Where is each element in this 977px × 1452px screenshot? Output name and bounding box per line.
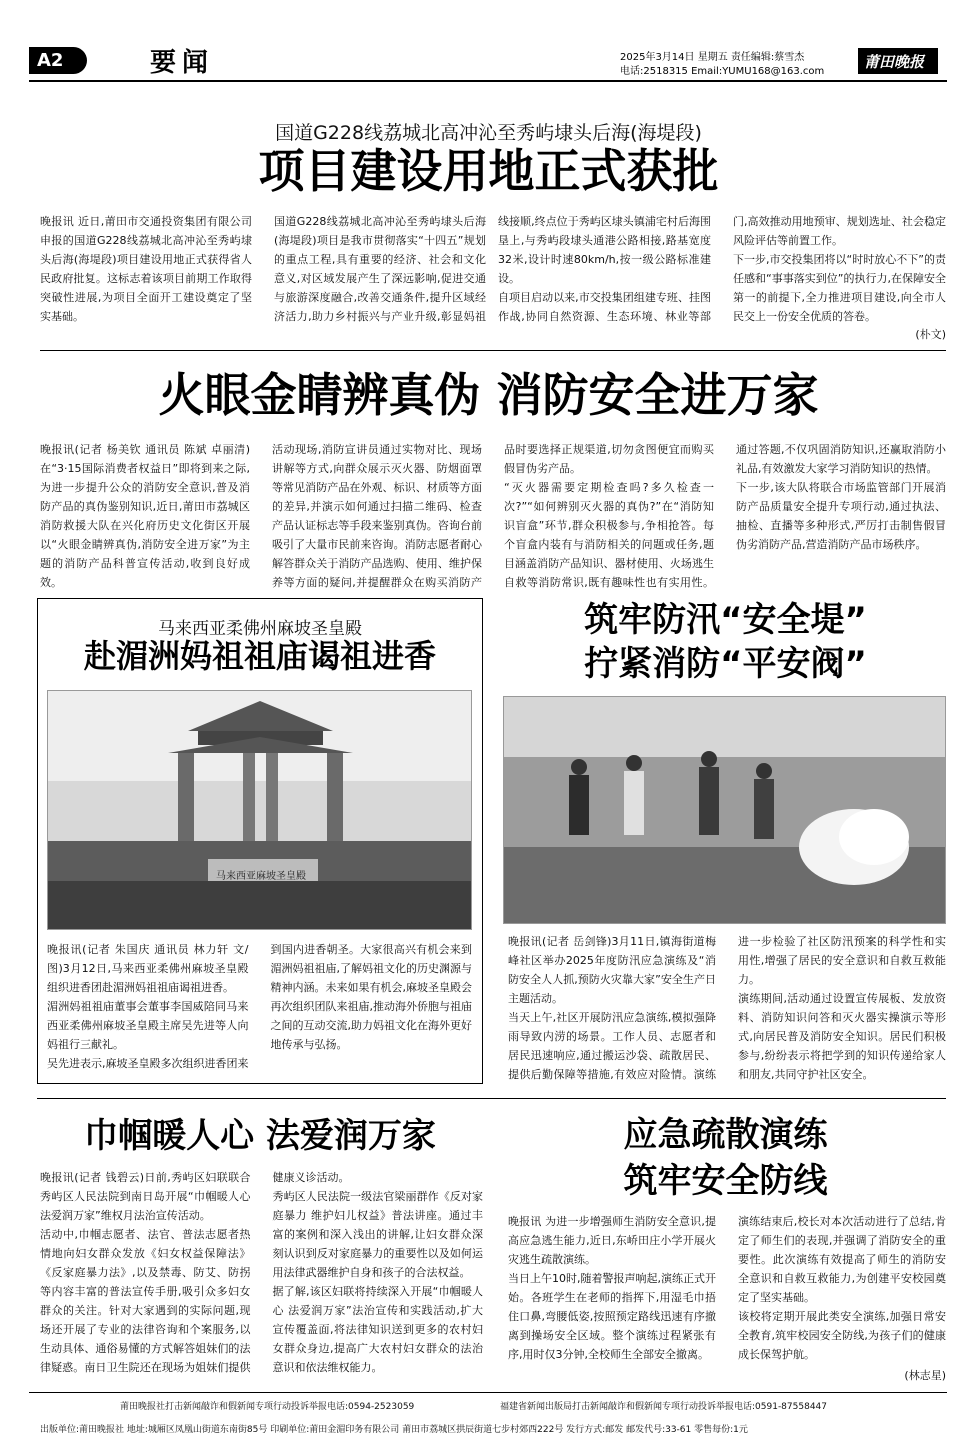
- header-rule: [29, 80, 947, 82]
- story1-headline: 项目建设用地正式获批: [258, 144, 719, 198]
- footer-complaint-right: 福建省新闻出版局打击新闻敲诈和假新闻专项行动投诉举报电话:0591-87558447: [500, 1402, 827, 1412]
- temple-gate-illustration: [48, 691, 472, 930]
- story6-headline-line2: 筑牢安全防线: [623, 1161, 828, 1201]
- story6-headline-line1: 应急疏散演练: [623, 1115, 828, 1155]
- story4-body: 晚报讯(记者 岳剑锋)3月11日,镇海街道梅峰社区举办2025年度防汛应急演练及“消防安全人人抓,预防火灾靠大家”安全生产日主题活动。 当天上午,社区开展防汛应急演练,模拟强降雨导致内涝的场景。工作人员、志愿者和居民迅速响应,通过搬运沙袋、疏散居民、提供后勤保障等措施,有效应对险情。演练进一步检验了社区防汛预案的科学性和实用性,增强了居民的安全意识和自救互救能力。 演练期间,活动通过设置宣传展板、发放资料、消防知识问答和灭火器实操演示等形式,向居民普及消防安全知识。居民们积极参与,纷纷表示将把学到的知识传递给家人和朋友,共同守护社区安全。: [508, 935, 946, 1081]
- story1-byline: (朴文): [915, 328, 946, 341]
- story1-body-col-b: 线接顺,终点位于秀屿区埭头镇浦宅村后海围垦上,与秀屿段埭头通港公路相接,路基宽度32米,设计时速80km/h,按一级公路标准建设。 自项目启动以来,市交投集团组建专班、挂图作战,协同自然资源、生态环境、林业等部门,高效推动用地预审、规划选址、社会稳定风险评估等前置工作。 下一步,市交投集团将以“时时放心不下”的责任感和“事事落实到位”的执行力,在保障安全第一的前提下,全力推进项目建设,向全市人民交上一份安全优质的答卷。: [498, 215, 946, 323]
- story2-body: 晚报讯(记者 杨美钦 通讯员 陈斌 卓丽清)在“3·15国际消费者权益日”即将到来之际,为进一步提升公众的消防安全意识,普及消防产品的真伪鉴别知识,近日,莆田市荔城区消防救援大队在兴化府历史文化街区开展以“火眼金睛辨真伪,消防安全进万家”为主题的消防产品科普宣传活动,收到良好成效。 活动现场,消防宣讲员通过实物对比、现场讲解等方式,向群众展示灭火器、防烟面罩等常见消防产品在外观、标识、材质等方面的差异,并演示如何通过扫描二维码、检查产品认证标志等手段来鉴别真伪。咨询台前吸引了大量市民前来咨询。消防志愿者耐心解答群众关于消防产品选购、使用、维护保养等方面的疑问,并提醒群众在购买消防产品时要选择正规渠道,切勿贪图便宜而购买假冒伪劣产品。 “灭火器需要定期检查吗?多久检查一次?”“如何辨别灭火器的真伪?”在“消防知识盲盒”环节,群众积极参与,争相抢答。每个盲盒内装有与消防相关的问题或任务,题目涵盖消防产品知识、器材使用、火场逃生自救等消防常识,既有趣味性也有实用性。通过答题,不仅巩固消防知识,还赢取消防小礼品,有效激发大家学习消防知识的热情。 下一步,该大队将联合市场监管部门开展消防产品质量安全提升专项行动,通过执法、抽检、直播等多种形式,严厉打击制售假冒伪劣消防产品,营造消防产品市场秩序。: [40, 443, 946, 589]
- temple-group-photo: [47, 690, 472, 930]
- story6-body: 晚报讯 为进一步增强师生消防安全意识,提高应急逃生能力,近日,东峤田庄小学开展火灾逃生疏散演练。 当日上午10时,随着警报声响起,演练正式开始。各班学生在老师的指挥下,用湿毛巾捂住口鼻,弯腰低姿,按照预定路线迅速有序撤离到操场安全区域。整个演练过程紧张有序,用时仅3分钟,全校师生全部安全撤离。 演练结束后,校长对本次活动进行了总结,肯定了师生们的表现,并强调了消防安全的重要性。此次演练有效提高了师生的消防安全意识和自救互救能力,为创建平安校园奠定了坚实基础。 该校将定期开展此类安全演练,加强日常安全教育,筑牢校园安全防线,为孩子们的健康成长保驾护航。: [508, 1215, 946, 1361]
- photo-banner-text: 马来西亚麻坡圣皇殿: [216, 871, 306, 882]
- story3-headline: 赴湄洲妈祖祖庙谒祖进香: [83, 637, 436, 675]
- logo-text: 莆田晚报: [864, 53, 925, 71]
- page-number: A2: [37, 50, 64, 71]
- footer-rule: [29, 1392, 947, 1393]
- masthead: [0, 0, 977, 90]
- story3-kicker: 马来西亚柔佛州麻坡圣皇殿: [158, 619, 362, 639]
- fire-drill-photo: [503, 696, 946, 924]
- story1-body-col-a: 晚报讯 近日,莆田市交通投资集团有限公司申报的国道G228线荔城北高冲沁至秀屿埭头后海(海堤段)项目建设用地正式获得省人民政府批复。这标志着该项目前期工作取得突破性进展,为项目全面开工建设奠定了坚实基础。 国道G228线荔城北高冲沁至秀屿埭头后海(海堤段)项目是我市贯彻落实“十四五”规划的重点工程,具有重要的经济、社会和文化意义,对区域发展产生了深远影响,促进交通与旅游深度融合,改善交通条件,提升区域经济活力,助力乡村振兴与产业升级,彰显妈祖: [40, 215, 486, 323]
- story5-headline: 巾帼暖人心 法爱润万家: [84, 1116, 436, 1156]
- divider-1: [40, 350, 946, 351]
- story1-kicker: 国道G228线荔城北高冲沁至秀屿埭头后海(海堤段): [275, 122, 702, 144]
- page-number-badge: [29, 47, 87, 74]
- footer-complaint-left: 莆田晚报社打击新闻敲诈和假新闻专项行动投诉举报电话:0594-2523059: [120, 1402, 415, 1412]
- story2-headline: 火眼金睛辨真伪 消防安全进万家: [158, 368, 819, 422]
- fire-drill-illustration: [504, 697, 946, 924]
- story4-headline-line2: 拧紧消防“平安阀”: [584, 644, 867, 684]
- story3-body: 晚报讯(记者 朱国庆 通讯员 林力轩 文/图)3月12日,马来西亚柔佛州麻坡圣皇殿组织进香团赴湄洲妈祖祖庙谒祖进香。 湄洲妈祖祖庙董事会董事李国威陪同马来西亚柔佛州麻坡圣皇殿主席吴先进等人向妈祖行三献礼。 吴先进表示,麻坡圣皇殿多次组织进香团来到国内进香朝圣。大家很高兴有机会来到湄洲妈祖祖庙,了解妈祖文化的历史渊源与精神内涵。未来如果有机会,麻坡圣皇殿会再次组织团队来祖庙,推动海外侨胞与祖庙之间的互动交流,助力妈祖文化在海外更好地传承与弘扬。: [47, 943, 472, 1070]
- story5-body: 晚报讯(记者 钱碧云)日前,秀屿区妇联联合秀屿区人民法院到南日岛开展“巾帼暖人心 法爱润万家”维权月法治宣传活动。 活动中,巾帼志愿者、法官、普法志愿者热情地向妇女群众发放《妇女权益保障法》《反家庭暴力法》,以及禁毒、防艾、防拐等内容丰富的普法宣传手册,吸引众多妇女群众的关注。针对大家遇到的实际问题,现场还开展了专业的法律咨询和个案服务,以生动具体、通俗易懂的方式解答姐妹们的法律疑惑。南日卫生院还在现场为姐妹们提供健康义诊活动。 秀屿区人民法院一级法官梁丽群作《反对家庭暴力 维护妇儿权益》普法讲座。通过丰富的案例和深入浅出的讲解,让妇女群众深刻认识到反对家庭暴力的重要性以及如何运用法律武器维护自身和孩子的合法权益。 据了解,该区妇联将持续深入开展“巾帼暖人心 法爱润万家”法治宣传和实践活动,扩大宣传覆盖面,将法律知识送到更多的农村妇女群众身边,提高广大农村妇女群众的法治意识和依法维权能力。: [40, 1171, 483, 1374]
- footer-publisher-line: 出版单位:莆田晚报社 地址:城厢区凤凰山街道东南街85号 印刷单位:莆田金湄印务有限公司 莆田市荔城区拱辰街道七步村郊西222号 发行方式:邮发 邮发代号:33-61 零售每份:1元: [40, 1425, 748, 1435]
- divider-2: [37, 1098, 946, 1099]
- masthead-logo: [858, 48, 938, 74]
- contact-line: 电话:2518315 Email:YUMU168@163.com: [620, 66, 825, 77]
- story4-headline-line1: 筑牢防汛“安全堤”: [584, 600, 867, 640]
- date-line: 2025年3月14日 星期五 责任编辑:蔡雪杰: [620, 52, 805, 63]
- story6-byline: (林志星): [904, 1369, 946, 1382]
- section-title: 要闻: [150, 48, 215, 78]
